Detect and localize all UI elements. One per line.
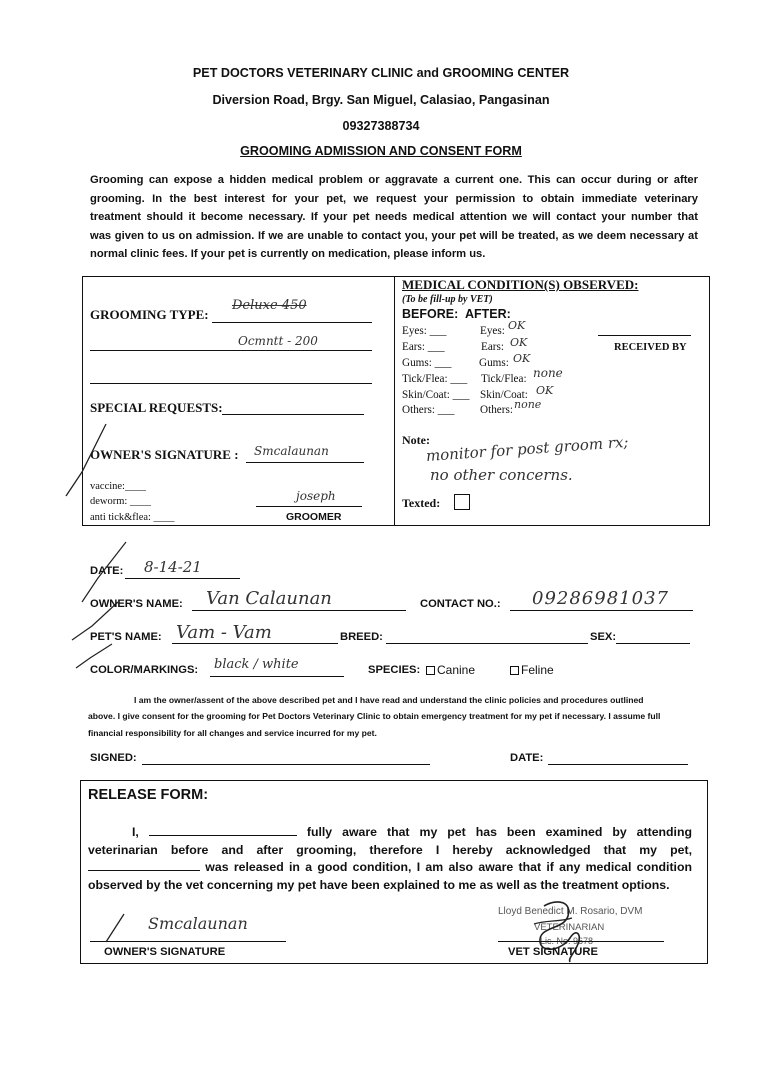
after-label: AFTER:	[465, 307, 511, 321]
release-line-2: veterinarian before and after grooming, therefore I hereby acknowledged that my pet,	[88, 842, 692, 857]
consent-line: financial responsibility for all changes and service incurred for my pet.	[88, 727, 377, 738]
after-tick-flea-value: none	[533, 366, 563, 380]
contact-value: 09286981037	[532, 588, 669, 609]
after-others-value: none	[514, 398, 542, 411]
release-paragraph	[88, 824, 692, 895]
form-title	[0, 144, 762, 158]
before-eyes: Eyes: ___	[402, 325, 447, 337]
after-gums-value: OK	[513, 352, 531, 365]
before-gums: Gums: ___	[402, 357, 452, 369]
texted-checkbox[interactable]	[454, 494, 470, 510]
owner-signature-label: OWNER'S SIGNATURE :	[90, 447, 239, 462]
after-eyes-value: OK	[508, 319, 526, 332]
grooming-type-struck-value: Deluxe 450	[232, 298, 307, 313]
vet-stamp-license: Lic. No. 9678	[540, 936, 594, 946]
intro-line: Grooming can expose a hidden medical problem or aggravate a current one. This can occur during or after	[90, 174, 698, 186]
box-divider	[394, 276, 395, 526]
intro-line: was given to us on admission. If we are unable to contact you, your pet will be treated, as we deem necessary at	[90, 229, 698, 242]
sex-label: SEX:	[590, 631, 617, 643]
owner-name-value: Van Calaunan	[206, 588, 332, 609]
medical-title: MEDICAL CONDITION(S) OBSERVED:	[402, 277, 639, 292]
consent-line: above. I give consent for the grooming for Pet Doctors Veterinary Clinic to obtain emergency treatment for my pet if necessary. I assume full	[88, 711, 661, 722]
owner-signature-value: Smcalaunan	[254, 444, 329, 458]
consent-paragraph	[88, 692, 698, 741]
clinic-name: PET DOCTORS VETERINARY CLINIC and GROOMING CENTER	[192, 66, 570, 80]
release-line-1-text: fully aware that my pet has been examined by attending	[306, 825, 692, 839]
consent-date-field[interactable]	[548, 764, 688, 765]
texted-label: Texted:	[402, 496, 441, 510]
before-skin-coat: Skin/Coat: ___	[402, 389, 470, 401]
clinic-phone: 09327388734	[342, 119, 420, 133]
before-tick-flea: Tick/Flea: ___	[402, 373, 468, 385]
sex-field[interactable]	[616, 643, 690, 644]
intro-line: treatment should it become necessary. If your pet needs medical attention we will contact your number that	[90, 211, 698, 224]
release-pet-name-field[interactable]	[88, 860, 200, 871]
date-label: DATE:	[90, 565, 124, 577]
grooming-type-value: Ocmntt - 200	[238, 334, 318, 348]
contact-label: CONTACT NO.:	[420, 598, 501, 610]
received-by-label: RECEIVED BY	[614, 342, 687, 353]
consent-line: I am the owner/assent of the above described pet and I have read and understand the clinic policies and procedures outlined	[134, 695, 644, 705]
feline-label: Feline	[521, 663, 554, 677]
after-ears: Ears:	[481, 341, 504, 353]
release-line-3-text: was released in a good condition, I am also aware that if any medical condition	[205, 860, 693, 875]
breed-field[interactable]	[386, 643, 588, 644]
release-owner-signature: Smcalaunan	[148, 914, 248, 933]
after-skin-coat-value: OK	[536, 384, 554, 397]
signed-field[interactable]	[142, 764, 430, 765]
pet-name-value: Vam - Vam	[176, 622, 272, 643]
owner-name-field[interactable]	[192, 610, 406, 611]
release-line-3	[88, 859, 692, 877]
antitick-label: anti tick&flea: ____	[90, 512, 175, 523]
grooming-type-line-3[interactable]	[90, 383, 372, 384]
before-others: Others: ___	[402, 404, 455, 416]
feline-checkbox[interactable]	[510, 666, 519, 675]
note-line-2: no other concerns.	[430, 466, 573, 484]
after-eyes: Eyes:	[480, 325, 505, 337]
vet-stamp-name: Lloyd Benedict M. Rosario, DVM	[498, 906, 643, 917]
date-value: 8-14-21	[144, 558, 202, 576]
color-markings-value: black / white	[214, 657, 299, 672]
contact-field[interactable]	[510, 610, 693, 611]
special-requests-field[interactable]	[222, 414, 364, 415]
release-line-4: observed by the vet concerning my pet have been explained to me as well as the treatment options.	[88, 878, 670, 893]
pet-name-field[interactable]	[172, 643, 338, 644]
grooming-type-label: GROOMING TYPE:	[90, 307, 209, 322]
intro-line: normal clinic fees. If your pet is currently on medication, please inform us.	[90, 248, 486, 261]
after-gums: Gums:	[479, 357, 509, 369]
vet-stamp-title: VETERINARIAN	[534, 922, 605, 933]
vet-signature-caption: VET SIGNATURE	[508, 946, 598, 958]
vaccine-label: vaccine:____	[90, 481, 146, 492]
after-tick-flea: Tick/Flea:	[481, 373, 527, 385]
groomer-label: GROOMER	[286, 511, 342, 523]
release-i: I,	[132, 825, 139, 839]
release-title: RELEASE FORM:	[88, 787, 209, 803]
owner-signature-field[interactable]	[246, 462, 364, 463]
canine-label: Canine	[437, 663, 476, 677]
species-label: SPECIES:	[368, 664, 421, 676]
color-markings-label: COLOR/MARKINGS:	[90, 664, 199, 676]
signed-label: SIGNED:	[90, 752, 137, 764]
after-skin-coat: Skin/Coat:	[480, 389, 528, 401]
grooming-type-line-2[interactable]	[90, 350, 372, 351]
deworm-label: deworm: ____	[90, 496, 151, 507]
before-label: BEFORE:	[402, 307, 459, 321]
release-line-1	[88, 824, 692, 842]
owner-signature-caption: OWNER'S SIGNATURE	[104, 946, 226, 958]
grooming-type-field[interactable]	[212, 322, 372, 323]
after-others: Others:	[480, 404, 513, 416]
vet-signature-field[interactable]	[498, 941, 664, 942]
note-label: Note:	[402, 433, 430, 447]
received-by-field[interactable]	[598, 335, 691, 336]
owner-name-label: OWNER'S NAME:	[90, 598, 183, 610]
clinic-address: Diversion Road, Brgy. San Miguel, Calasiao, Pangasinan	[212, 93, 550, 107]
consent-date-label: DATE:	[510, 752, 544, 764]
intro-paragraph	[90, 171, 698, 264]
medical-subtitle: (To be fill-up by VET)	[402, 294, 493, 305]
intro-line: grooming. In the best interest for your pet, we request your permission to obtain immediate veterinary	[90, 192, 698, 205]
before-ears: Ears: ___	[402, 341, 445, 353]
special-requests-label: SPECIAL REQUESTS:	[90, 400, 223, 415]
release-owner-name-field[interactable]	[149, 825, 297, 836]
check-mark-icon	[100, 912, 130, 944]
date-field[interactable]	[125, 578, 240, 579]
note-line-1: monitor for post groom rx;	[425, 432, 630, 465]
after-ears-value: OK	[510, 336, 528, 349]
groomer-signature-field[interactable]	[256, 506, 362, 507]
color-markings-field[interactable]	[210, 676, 344, 677]
form-title-text: GROOMING ADMISSION AND CONSENT FORM	[240, 144, 522, 158]
canine-checkbox[interactable]	[426, 666, 435, 675]
groomer-signature: joseph	[296, 489, 336, 503]
pet-name-label: PET'S NAME:	[90, 631, 162, 643]
breed-label: BREED:	[340, 631, 383, 643]
